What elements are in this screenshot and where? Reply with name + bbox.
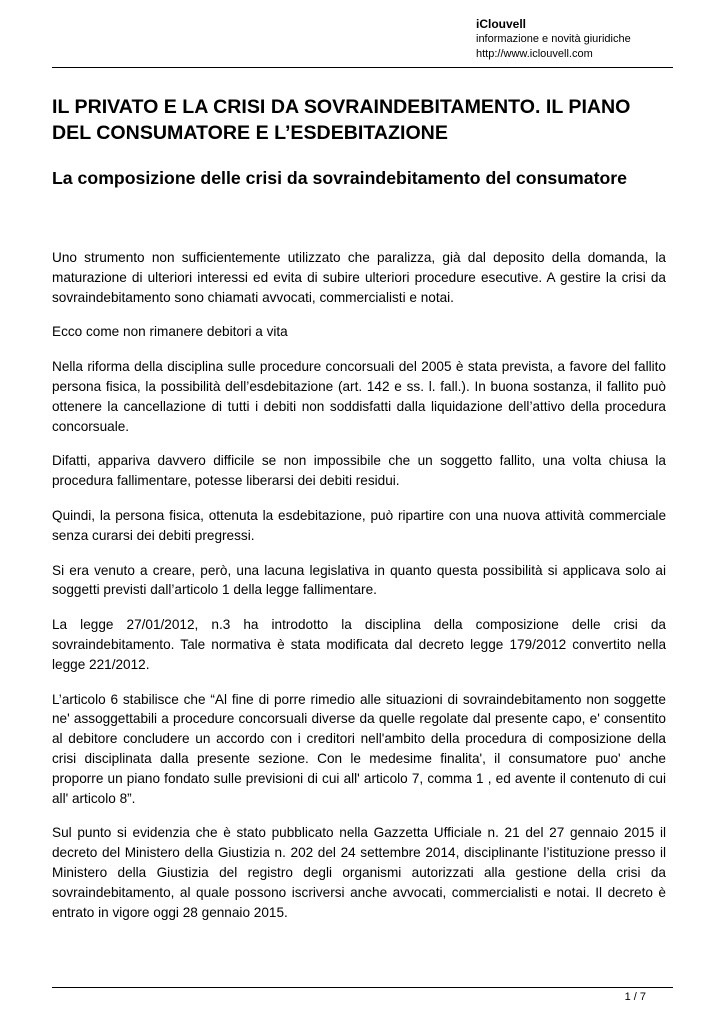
paragraph: Quindi, la persona fisica, ottenuta la esdebitazione, può ripartire con una nuova attività commerciale senza curarsi dei debiti pregressi. bbox=[52, 507, 666, 543]
header-divider bbox=[52, 67, 673, 68]
article-subtitle: La composizione delle crisi da sovraindebitamento del consumatore bbox=[52, 168, 627, 188]
paragraph: Nella riforma della disciplina sulle procedure concorsuali del 2005 è stata prevista, a favore del fallito persona fisica, la possibilità dell’esdebitazione (art. 142 e ss. l. fall.). In buona sostanza, il fallito può ottenere la cancellazione di tutti i debiti non soddisfatti dalla liquidazione dell’attivo della procedura concorsuale. bbox=[52, 359, 666, 434]
site-tagline: informazione e novità giuridiche bbox=[476, 33, 631, 45]
paragraph: Uno strumento non sufficientemente utilizzato che paralizza, già dal deposito della domanda, la maturazione di ulteriori interessi ed evita di subire ulteriori procedure esecutive. A gestire la crisi da sovraindebitamento sono chiamati avvocati, commercialisti e notai. bbox=[52, 250, 666, 305]
footer-divider bbox=[52, 987, 673, 988]
paragraph: L’articolo 6 stabilisce che “Al fine di porre rimedio alle situazioni di sovraindebitamento non soggette ne' assoggettabili a procedure concorsuali diverse da quelle regolate dal presente capo, e' consentito al debitore concludere un accordo con i creditori nell'ambito della procedura di composizione della crisi disciplinata dalla presente sezione. Con le medesime finalita', il consumatore puo' anche proporre un piano fondato sulle previsioni di cui all' articolo 7, comma 1 , ed avente il contenuto di cui all' articolo 8”. bbox=[52, 691, 666, 806]
paragraph: La legge 27/01/2012, n.3 ha introdotto la disciplina della composizione delle crisi da sovraindebitamento. Tale normativa è stata modificata dal decreto legge 179/2012 convertito nella legge 221/2012. bbox=[52, 617, 666, 672]
site-header bbox=[476, 17, 631, 62]
paragraph: Sul punto si evidenzia che è stato pubblicato nella Gazzetta Ufficiale n. 21 del 27 gennaio 2015 il decreto del Ministero della Giustizia n. 202 del 24 settembre 2014, disciplinante l’istituzione presso il Ministero della Giustizia del registro degli organismi autorizzati alla gestione della crisi da sovraindebitamento, al quale possono iscriversi anche avvocati, commercialisti e notai. Il decreto è entrato in vigore oggi 28 gennaio 2015. bbox=[52, 825, 666, 920]
page-number: 1 / 7 bbox=[624, 991, 646, 1003]
paragraph: Difatti, appariva davvero difficile se non impossibile che un soggetto fallito, una volta chiusa la procedura fallimentare, potesse liberarsi dei debiti residui. bbox=[52, 453, 666, 489]
article-title: IL PRIVATO E LA CRISI DA SOVRAINDEBITAMENTO. IL PIANO DEL CONSUMATORE E L’ESDEBITAZIONE bbox=[52, 96, 631, 144]
article-body bbox=[52, 248, 666, 937]
paragraph: Ecco come non rimanere debitori a vita bbox=[52, 324, 288, 340]
site-url: http://www.iclouvell.com bbox=[476, 48, 593, 60]
paragraph: Si era venuto a creare, però, una lacuna legislativa in quanto questa possibilità si applicava solo ai soggetti previsti dall’articolo 1 della legge fallimentare. bbox=[52, 562, 666, 598]
site-name: iClouvell bbox=[476, 17, 527, 31]
